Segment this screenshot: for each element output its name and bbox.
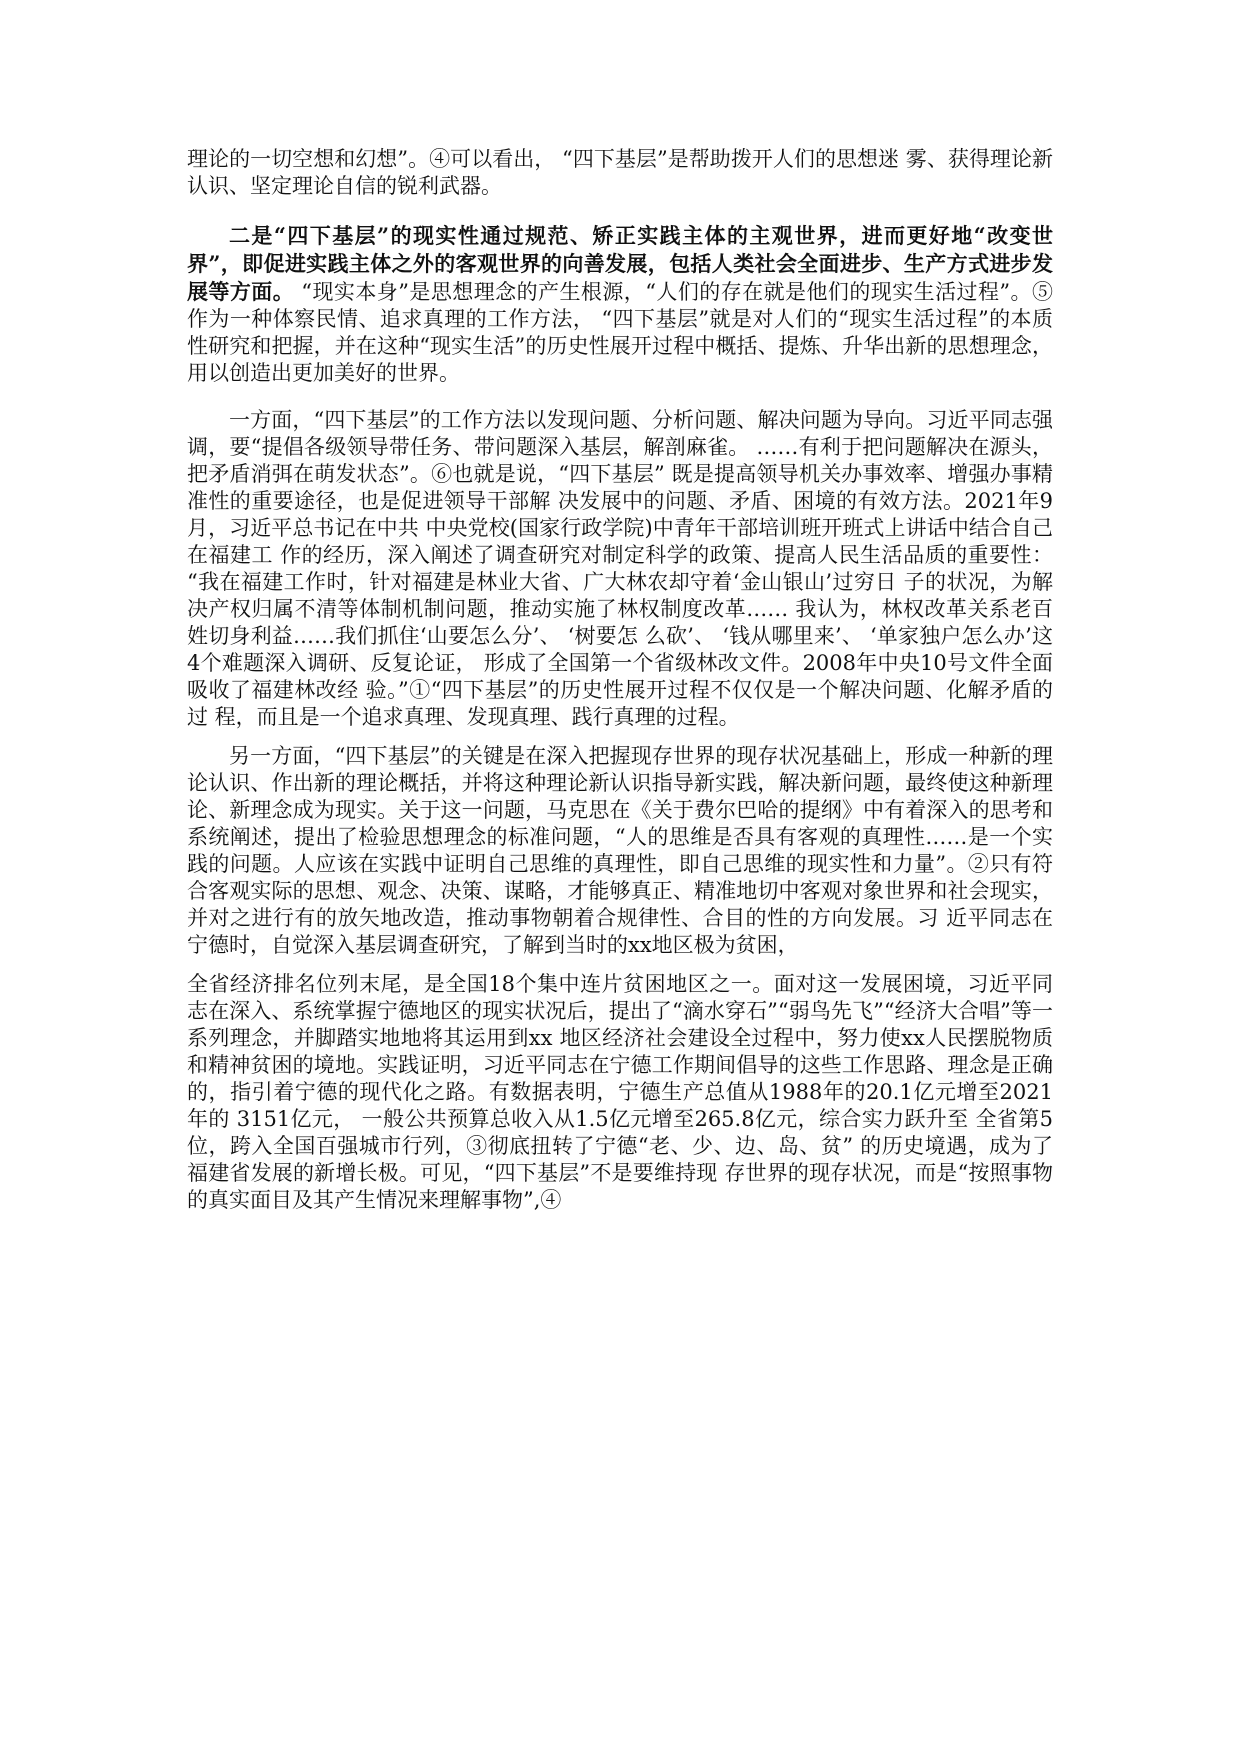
paragraph-text: “现实本身”是思想理念的产生根源，“人们的存在就是他们的现实生活过程”。⑤作为一种体察民情、追求真理的工作方法， “四下基层”就是对人们的“现实生活过程”的本质性研究和把握，并在这种“现实生活”的历史性展开过程中概括、提炼、升华出新的思想理念，用以创造出更加美好的世界。 (187, 280, 1053, 385)
paragraph-text: 一方面，“四下基层”的工作方法以发现问题、分析问题、解决问题为导向。习近平同志强调，要“提倡各级领导带任务、带问题深入基层，解剖麻雀。 ……有利于把问题解决在源头，把矛盾消弭在萌发状态”。⑥也就是说，“四下基层” 既是提高领导机关办事效率、增强办事精准性的重要途径，也是促进领导干部解 决发展中的问题、矛盾、困境的有效方法。2021年9月，习近平总书记在中共 中央党校(国家行政学院)中青年干部培训班开班式上讲话中结合自己在福建工 作的经历，深入阐述了调查研究对制定科学的政策、提高人民生活品质的重要性： “我在福建工作时，针对福建是林业大省、广大林农却守着‘金山银山’过穷日 子的状况，为解决产权归属不清等体制机制问题，推动实施了林权制度改革…… 我认为，林权改革关系老百姓切身利益……我们抓住‘山要怎么分’、 ‘树要怎 么砍’、 ‘钱从哪里来’、 ‘单家独户怎么办’这4个难题深入调研、反复论证， 形成了全国第一个省级林改文件。2008年中央10号文件全面吸收了福建林改经 验。”①“四下基层”的历史性展开过程不仅仅是一个解决问题、化解矛盾的过 程，而且是一个追求真理、发现真理、践行真理的过程。 (187, 408, 1053, 729)
paragraph-bold-lead: 二是“四下基层”的现实性通过规范、矫正实践主体的主观世界，进而更好地“改变世界”，即促进实践主体之外的客观世界的向善发展，包括人类社会全面进步、生产方式进步发展等方面。 (187, 223, 1053, 304)
document-page (187, 146, 1053, 1226)
paragraph-text: 理论的一切空想和幻想”。④可以看出， “四下基层”是帮助拨开人们的思想迷 雾、获得理论新认识、坚定理论自信的锐利武器。 (187, 147, 1053, 198)
paragraph-second-point (187, 222, 1053, 387)
paragraph-text: 全省经济排名位列末尾，是全国18个集中连片贫困地区之一。面对这一发展困境，习近平同志在深入、系统掌握宁德地区的现实状况后，提出了“滴水穿石”“弱鸟先飞”“经济大合唱”等一系列理念，并脚踏实地地将其运用到xx 地区经济社会建设全过程中，努力使xx人民摆脱物质和精神贫困的境地。实践证明，习近平同志在宁德工作期间倡导的这些工作思路、理念是正确的，指引着宁德的现代化之路。有数据表明，宁德生产总值从1988年的20.1亿元增至2021年的 3151亿元， 一般公共预算总收入从1.5亿元增至265.8亿元，综合实力跃升至 全省第5位，跨入全国百强城市行列，③彻底扭转了宁德“老、少、边、岛、贫” 的历史境遇，成为了福建省发展的新增长极。可见，“四下基层”不是要维持现 存世界的现存状况，而是“按照事物的真实面目及其产生情况来理解事物”,④ (187, 972, 1053, 1212)
paragraph-one-side (187, 407, 1053, 731)
paragraph-continued-quote (187, 146, 1053, 200)
paragraph-ningde-development (187, 971, 1053, 1214)
paragraph-text: 另一方面，“四下基层”的关键是在深入把握现存世界的现存状况基础上，形成一种新的理论认识、作出新的理论概括，并将这种理论新认识指导新实践，解决新问题，最终使这种新理论、新理念成为现实。关于这一问题，马克思在《关于费尔巴哈的提纲》中有着深入的思考和系统阐述，提出了检验思想理念的标准问题，“人的思维是否具有客观的真理性……是一个实践的问题。人应该在实践中证明自己思维的真理性，即自己思维的现实性和力量”。②只有符合客观实际的思想、观念、决策、谋略，才能够真正、精准地切中客观对象世界和社会现实，并对之进行有的放矢地改造，推动事物朝着合规律性、合目的性的方向发展。习 近平同志在宁德时，自觉深入基层调查研究，了解到当时的xx地区极为贫困， (187, 744, 1053, 957)
paragraph-other-side (187, 743, 1053, 959)
